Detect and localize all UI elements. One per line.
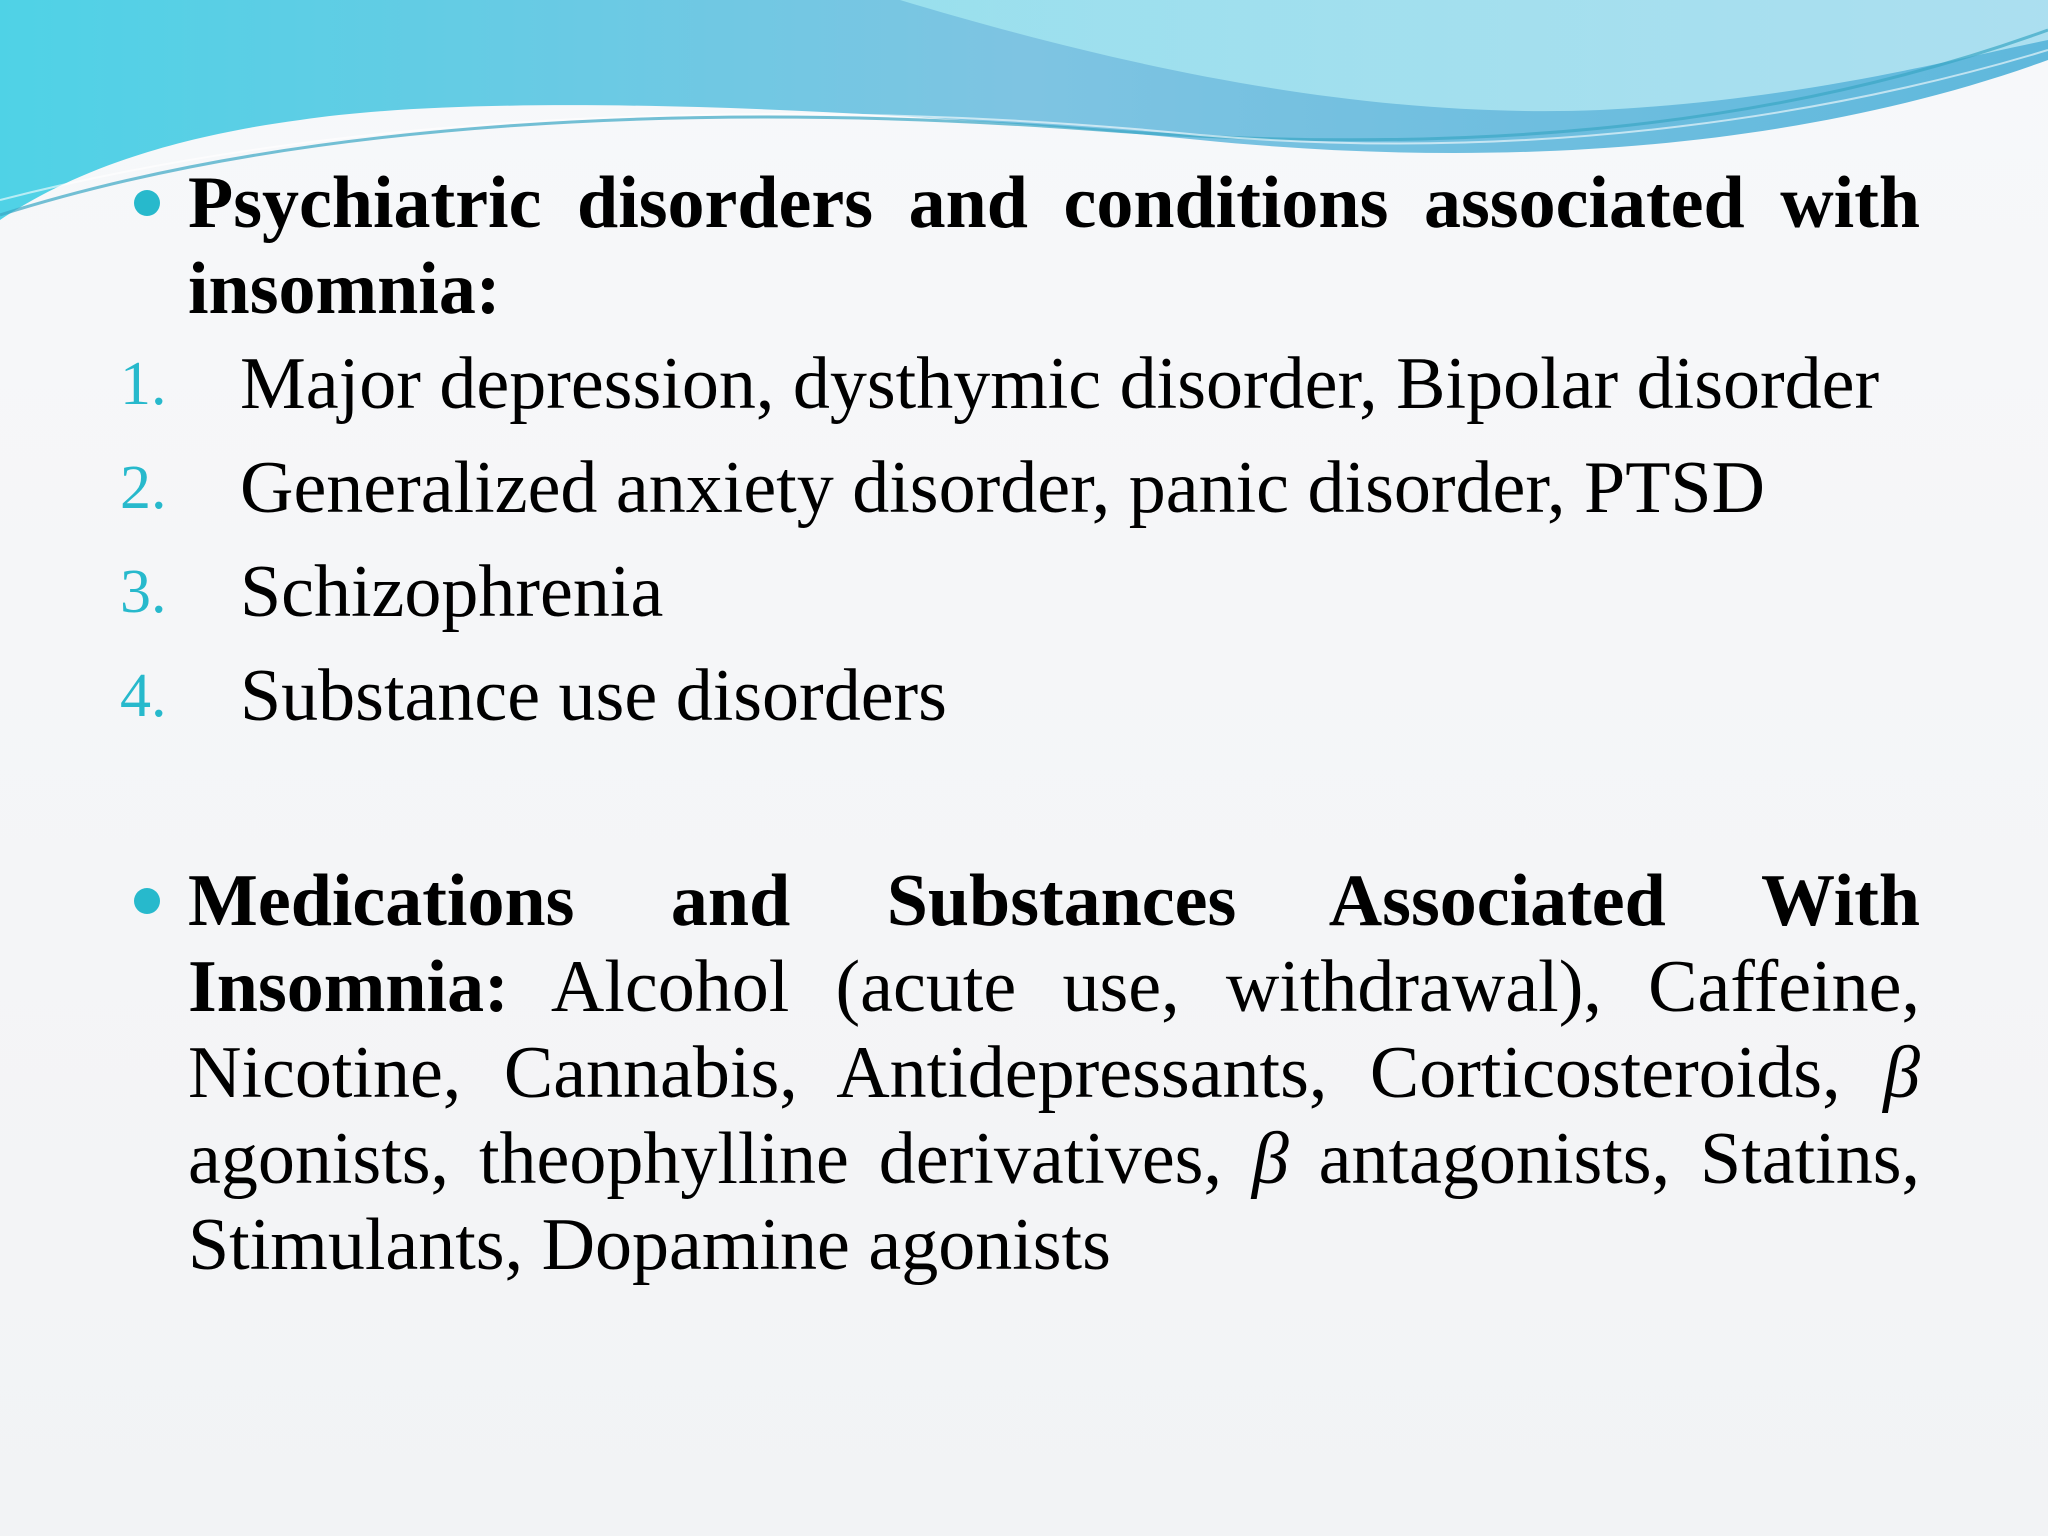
bullet-dot-icon (134, 190, 160, 216)
list-number: 3. (120, 558, 167, 626)
beta-symbol: β (1251, 1118, 1289, 1200)
list-item-text: Generalized anxiety disorder, panic disorder, PTSD (240, 447, 1765, 529)
medications-bullet (120, 858, 1920, 1288)
list-item (120, 550, 1920, 634)
medications-heading: Medications and Substances Associated With Insomnia: (188, 860, 1920, 1028)
psychiatric-list (120, 342, 1920, 738)
medications-text-b: agonists, theophylline derivatives, (188, 1118, 1252, 1200)
psychiatric-disorders-bullet (120, 160, 1920, 332)
list-item (120, 654, 1920, 738)
psychiatric-heading: Psychiatric disorders and conditions associated with insomnia: (188, 162, 1920, 330)
list-number: 4. (120, 662, 167, 730)
list-item-text: Substance use disorders (240, 655, 947, 737)
list-item (120, 342, 1920, 426)
list-number: 1. (120, 350, 167, 418)
beta-symbol: β (1883, 1032, 1920, 1114)
list-item (120, 446, 1920, 530)
list-number: 2. (120, 454, 167, 522)
spacer (120, 758, 1920, 858)
slide-content (120, 160, 1920, 1288)
medications-text-c: antagonists, Statins, Stimulants, Dopamine agonists (188, 1118, 1920, 1286)
list-item-text: Schizophrenia (240, 551, 664, 633)
bullet-dot-icon (134, 888, 160, 914)
list-item-text: Major depression, dysthymic disorder, Bipolar disorder (240, 343, 1880, 425)
medications-text-a: Alcohol (acute use, withdrawal), Caffeine, Nicotine, Cannabis, Antidepressants, Corticosteroids, (188, 946, 1920, 1114)
